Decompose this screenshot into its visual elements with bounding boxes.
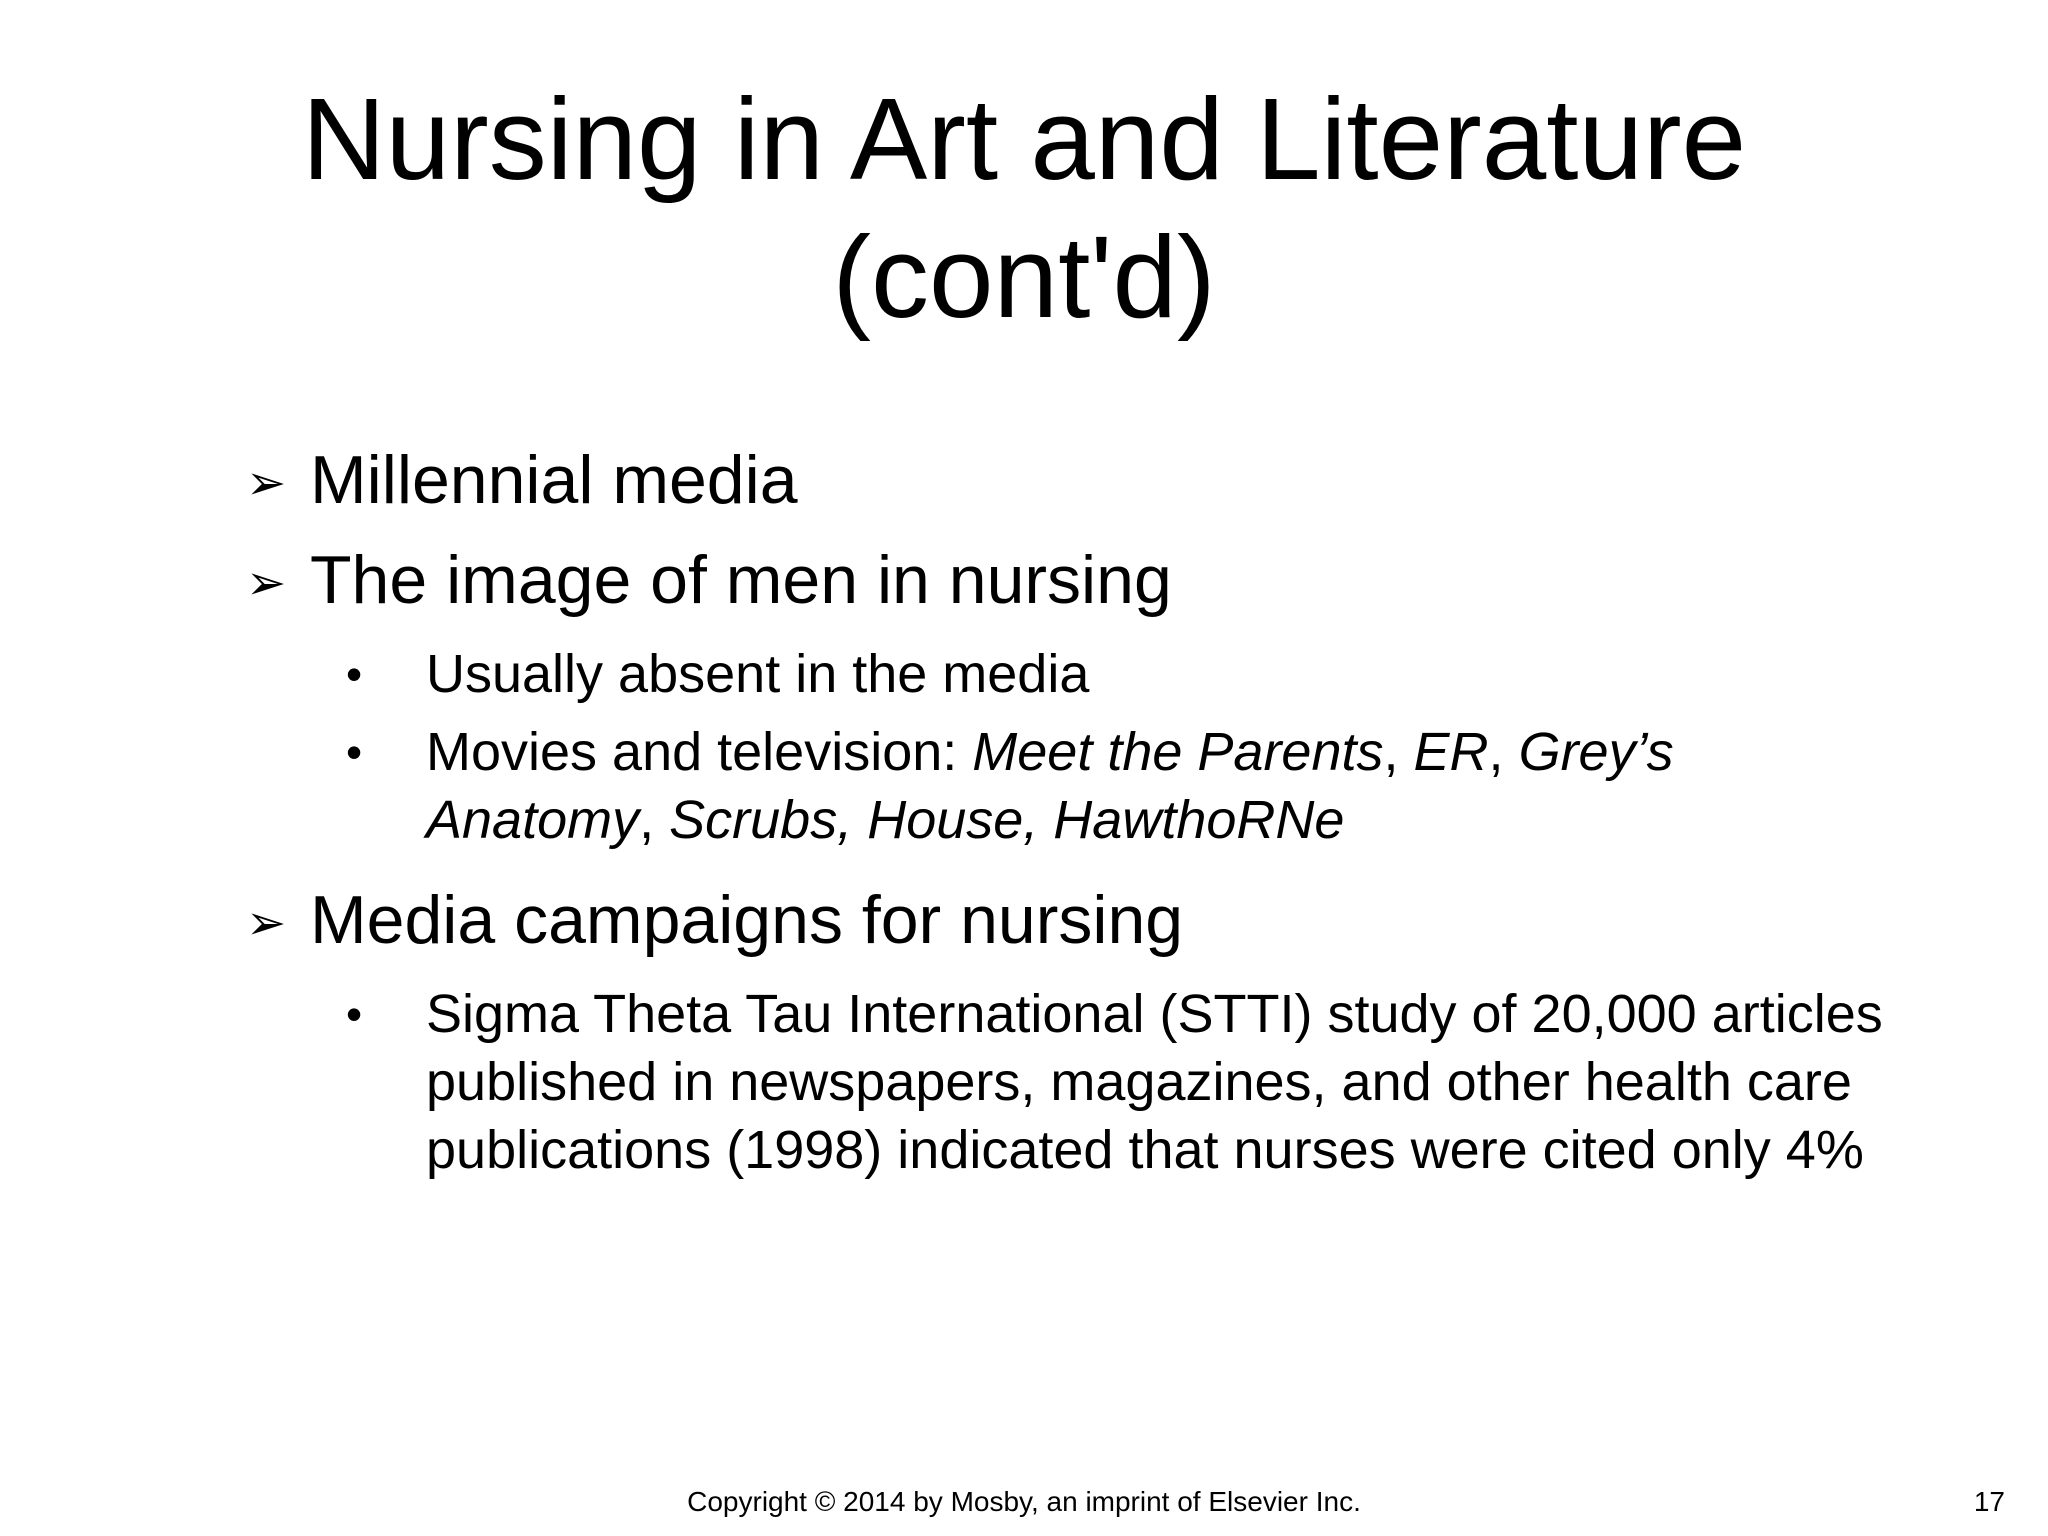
dot-bullet-icon: • [346,648,363,700]
slide-body [0,440,2048,1194]
dot-bullet-icon: • [346,988,363,1040]
slide-title [0,70,2048,346]
title-line-2: (cont'd) [832,212,1216,342]
sub-bullet-prefix: Movies and television: [426,722,973,782]
separator: , [1488,722,1519,782]
separator: , [639,790,670,850]
titles-scrubs-house-hawthorne: Scrubs, House, HawthoRNe [669,790,1345,850]
arrow-bullet-icon: ➢ [246,457,287,510]
copyright-footer: Copyright © 2014 by Mosby, an imprint of Elsevier Inc. [687,1486,1361,1517]
page-number: 17 [1973,1486,2005,1517]
dot-bullet-icon: • [346,726,363,778]
title-line-1: Nursing in Art and Literature [301,74,1747,204]
title-meet-the-parents: Meet the Parents [972,722,1384,782]
bullet-text: The image of men in nursing [310,542,1172,618]
sub-bullet-text: Usually absent in the media [426,644,1090,704]
bullet-text: Millennial media [310,442,798,518]
bullet-millennial-media [0,440,2048,520]
bullet-text: Media campaigns for nursing [310,882,1184,958]
title-er: ER [1413,722,1489,782]
arrow-bullet-icon: ➢ [246,557,287,610]
arrow-bullet-icon: ➢ [246,897,287,950]
bullet-media-campaigns [0,880,2048,960]
title-greys-anatomy: Grey’s Anatomy [426,722,1674,850]
sub-bullet-absent-in-media [0,640,2048,708]
sub-bullet-stti-study [0,980,2048,1184]
sub-bullet-text: Sigma Theta Tau International (STTI) study of 20,000 articles published in newspapers, magazines, and other health care publications (1998) indicated that nurses were cited only 4% [426,984,1883,1180]
separator: , [1383,722,1414,782]
sub-bullet-movies-and-television [0,718,2048,854]
bullet-men-in-nursing [0,540,2048,620]
